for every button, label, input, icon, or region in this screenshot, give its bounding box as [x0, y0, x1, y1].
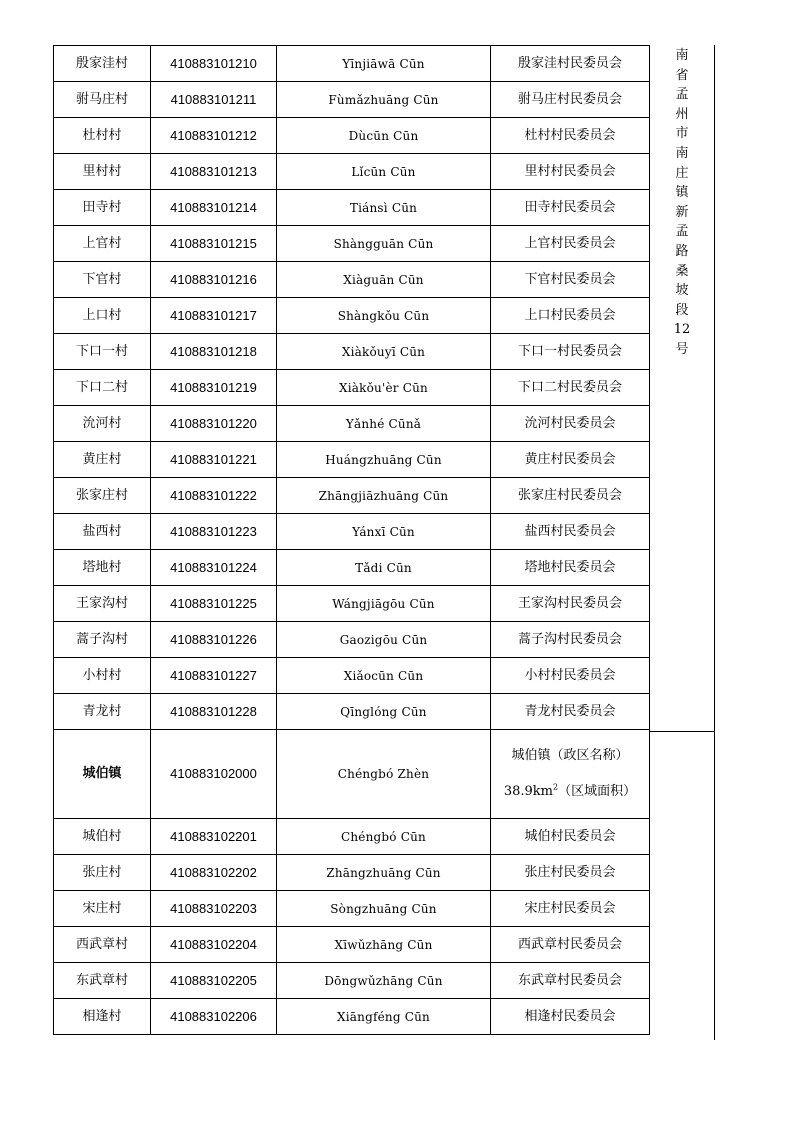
village-name: 小村村 [54, 658, 151, 694]
village-pinyin: Sòngzhuāng Cūn [277, 891, 491, 927]
admin-code: 410883101225 [151, 586, 277, 622]
village-name: 上官村 [54, 226, 151, 262]
table-row [54, 514, 650, 550]
village-pinyin: Xiàkǒu'èr Cūn [277, 370, 491, 406]
committee-name: 上口村民委员会 [491, 298, 650, 334]
admin-code: 410883102202 [151, 855, 277, 891]
admin-code: 410883102205 [151, 963, 277, 999]
committee-name: 盐西村民委员会 [491, 514, 650, 550]
village-name: 盐西村 [54, 514, 151, 550]
committee-name: 杜村村民委员会 [491, 118, 650, 154]
table-row [54, 819, 650, 855]
table-row [54, 478, 650, 514]
town-desc-name: 城伯镇（政区名称） [511, 748, 629, 763]
village-name: 下官村 [54, 262, 151, 298]
village-name: 青龙村 [54, 694, 151, 730]
committee-name: 张庄村民委员会 [491, 855, 650, 891]
committee-name: 里村村民委员会 [491, 154, 650, 190]
town-row [54, 730, 650, 819]
table-row [54, 118, 650, 154]
town-code: 410883102000 [151, 730, 277, 819]
admin-code: 410883101220 [151, 406, 277, 442]
committee-name: 黄庄村民委员会 [491, 442, 650, 478]
village-pinyin: Dùcūn Cūn [277, 118, 491, 154]
admin-code: 410883102206 [151, 999, 277, 1035]
committee-name: 张家庄村民委员会 [491, 478, 650, 514]
village-pinyin: Yánxī Cūn [277, 514, 491, 550]
table-row [54, 298, 650, 334]
committee-name: 上官村民委员会 [491, 226, 650, 262]
village-name: 王家沟村 [54, 586, 151, 622]
village-pinyin: Qīnglóng Cūn [277, 694, 491, 730]
village-pinyin: Zhāngzhuāng Cūn [277, 855, 491, 891]
village-pinyin: Lǐcūn Cūn [277, 154, 491, 190]
side-border-line [714, 45, 715, 1040]
committee-name: 殷家洼村民委员会 [491, 46, 650, 82]
committee-name: 相逢村民委员会 [491, 999, 650, 1035]
table-row [54, 370, 650, 406]
village-name: 塔地村 [54, 550, 151, 586]
admin-code: 410883101227 [151, 658, 277, 694]
admin-code: 410883101222 [151, 478, 277, 514]
admin-code: 410883101215 [151, 226, 277, 262]
committee-name: 塔地村民委员会 [491, 550, 650, 586]
table-row [54, 963, 650, 999]
village-name: 西武章村 [54, 927, 151, 963]
admin-code: 410883101223 [151, 514, 277, 550]
village-name: 城伯村 [54, 819, 151, 855]
admin-code: 410883101217 [151, 298, 277, 334]
town-name: 城伯镇 [54, 730, 151, 819]
village-pinyin: Xiāngféng Cūn [277, 999, 491, 1035]
village-pinyin: Xiàkǒuyī Cūn [277, 334, 491, 370]
table-row [54, 927, 650, 963]
admin-code: 410883101213 [151, 154, 277, 190]
committee-name: 驸马庄村民委员会 [491, 82, 650, 118]
village-name: 蒿子沟村 [54, 622, 151, 658]
table-row [54, 226, 650, 262]
committee-name: 王家沟村民委员会 [491, 586, 650, 622]
admin-code: 410883101219 [151, 370, 277, 406]
village-name: 杜村村 [54, 118, 151, 154]
committee-name: 下官村民委员会 [491, 262, 650, 298]
committee-name: 青龙村民委员会 [491, 694, 650, 730]
village-name: 张庄村 [54, 855, 151, 891]
table-row [54, 406, 650, 442]
town-description [491, 730, 650, 819]
village-name: 上口村 [54, 298, 151, 334]
village-pinyin: Gaozigōu Cūn [277, 622, 491, 658]
committee-name: 下口二村民委员会 [491, 370, 650, 406]
table-row [54, 334, 650, 370]
admin-code: 410883101228 [151, 694, 277, 730]
committee-name: 田寺村民委员会 [491, 190, 650, 226]
village-name: 里村村 [54, 154, 151, 190]
side-address-text: 南省孟州市南庄镇新孟路桑坡段12号 [673, 48, 691, 357]
table-row [54, 82, 650, 118]
table-row [54, 46, 650, 82]
village-name: 下口一村 [54, 334, 151, 370]
admin-code: 410883102201 [151, 819, 277, 855]
admin-code: 410883101224 [151, 550, 277, 586]
committee-name: 沇河村民委员会 [491, 406, 650, 442]
table-row [54, 694, 650, 730]
village-name: 田寺村 [54, 190, 151, 226]
admin-code: 410883102204 [151, 927, 277, 963]
village-pinyin: Yīnjiāwā Cūn [277, 46, 491, 82]
table-row [54, 622, 650, 658]
town-desc-area: $38.9km^2$（区域面积） [503, 782, 637, 799]
village-name: 驸马庄村 [54, 82, 151, 118]
admin-code: 410883101210 [151, 46, 277, 82]
admin-code: 410883101216 [151, 262, 277, 298]
village-pinyin: Xiǎocūn Cūn [277, 658, 491, 694]
table-row [54, 891, 650, 927]
village-pinyin: Xīwǔzhāng Cūn [277, 927, 491, 963]
village-pinyin: Chéngbó Cūn [277, 819, 491, 855]
table-row [54, 999, 650, 1035]
table-row [54, 550, 650, 586]
village-name: 相逢村 [54, 999, 151, 1035]
table-row [54, 586, 650, 622]
committee-name: 宋庄村民委员会 [491, 891, 650, 927]
village-pinyin: Tǎdi Cūn [277, 550, 491, 586]
village-name: 宋庄村 [54, 891, 151, 927]
village-pinyin: Shàngkǒu Cūn [277, 298, 491, 334]
side-section-divider [649, 731, 715, 732]
admin-code: 410883101211 [151, 82, 277, 118]
admin-code: 410883101221 [151, 442, 277, 478]
village-pinyin: Yǎnhé Cūnǎ [277, 406, 491, 442]
table-row [54, 855, 650, 891]
committee-name: 城伯村民委员会 [491, 819, 650, 855]
village-pinyin: Wángjiāgōu Cūn [277, 586, 491, 622]
village-pinyin: Zhāngjiāzhuāng Cūn [277, 478, 491, 514]
village-pinyin: Huángzhuāng Cūn [277, 442, 491, 478]
admin-code: 410883102203 [151, 891, 277, 927]
village-name: 殷家洼村 [54, 46, 151, 82]
committee-name: 下口一村民委员会 [491, 334, 650, 370]
village-name: 张家庄村 [54, 478, 151, 514]
admin-code: 410883101218 [151, 334, 277, 370]
village-pinyin: Fùmǎzhuāng Cūn [277, 82, 491, 118]
committee-name: 西武章村民委员会 [491, 927, 650, 963]
admin-code: 410883101212 [151, 118, 277, 154]
committee-name: 蒿子沟村民委员会 [491, 622, 650, 658]
village-name: 沇河村 [54, 406, 151, 442]
table-row [54, 442, 650, 478]
table-row [54, 262, 650, 298]
table-row [54, 190, 650, 226]
admin-code: 410883101214 [151, 190, 277, 226]
village-table [53, 45, 650, 1035]
admin-code: 410883101226 [151, 622, 277, 658]
table-row [54, 154, 650, 190]
village-pinyin: Xiàguān Cūn [277, 262, 491, 298]
table-row [54, 658, 650, 694]
village-name: 黄庄村 [54, 442, 151, 478]
village-name: 下口二村 [54, 370, 151, 406]
committee-name: 小村村民委员会 [491, 658, 650, 694]
village-name: 东武章村 [54, 963, 151, 999]
village-pinyin: Dōngwǔzhāng Cūn [277, 963, 491, 999]
town-pinyin: Chéngbó Zhèn [277, 730, 491, 819]
committee-name: 东武章村民委员会 [491, 963, 650, 999]
village-pinyin: Shàngguān Cūn [277, 226, 491, 262]
village-pinyin: Tiánsì Cūn [277, 190, 491, 226]
